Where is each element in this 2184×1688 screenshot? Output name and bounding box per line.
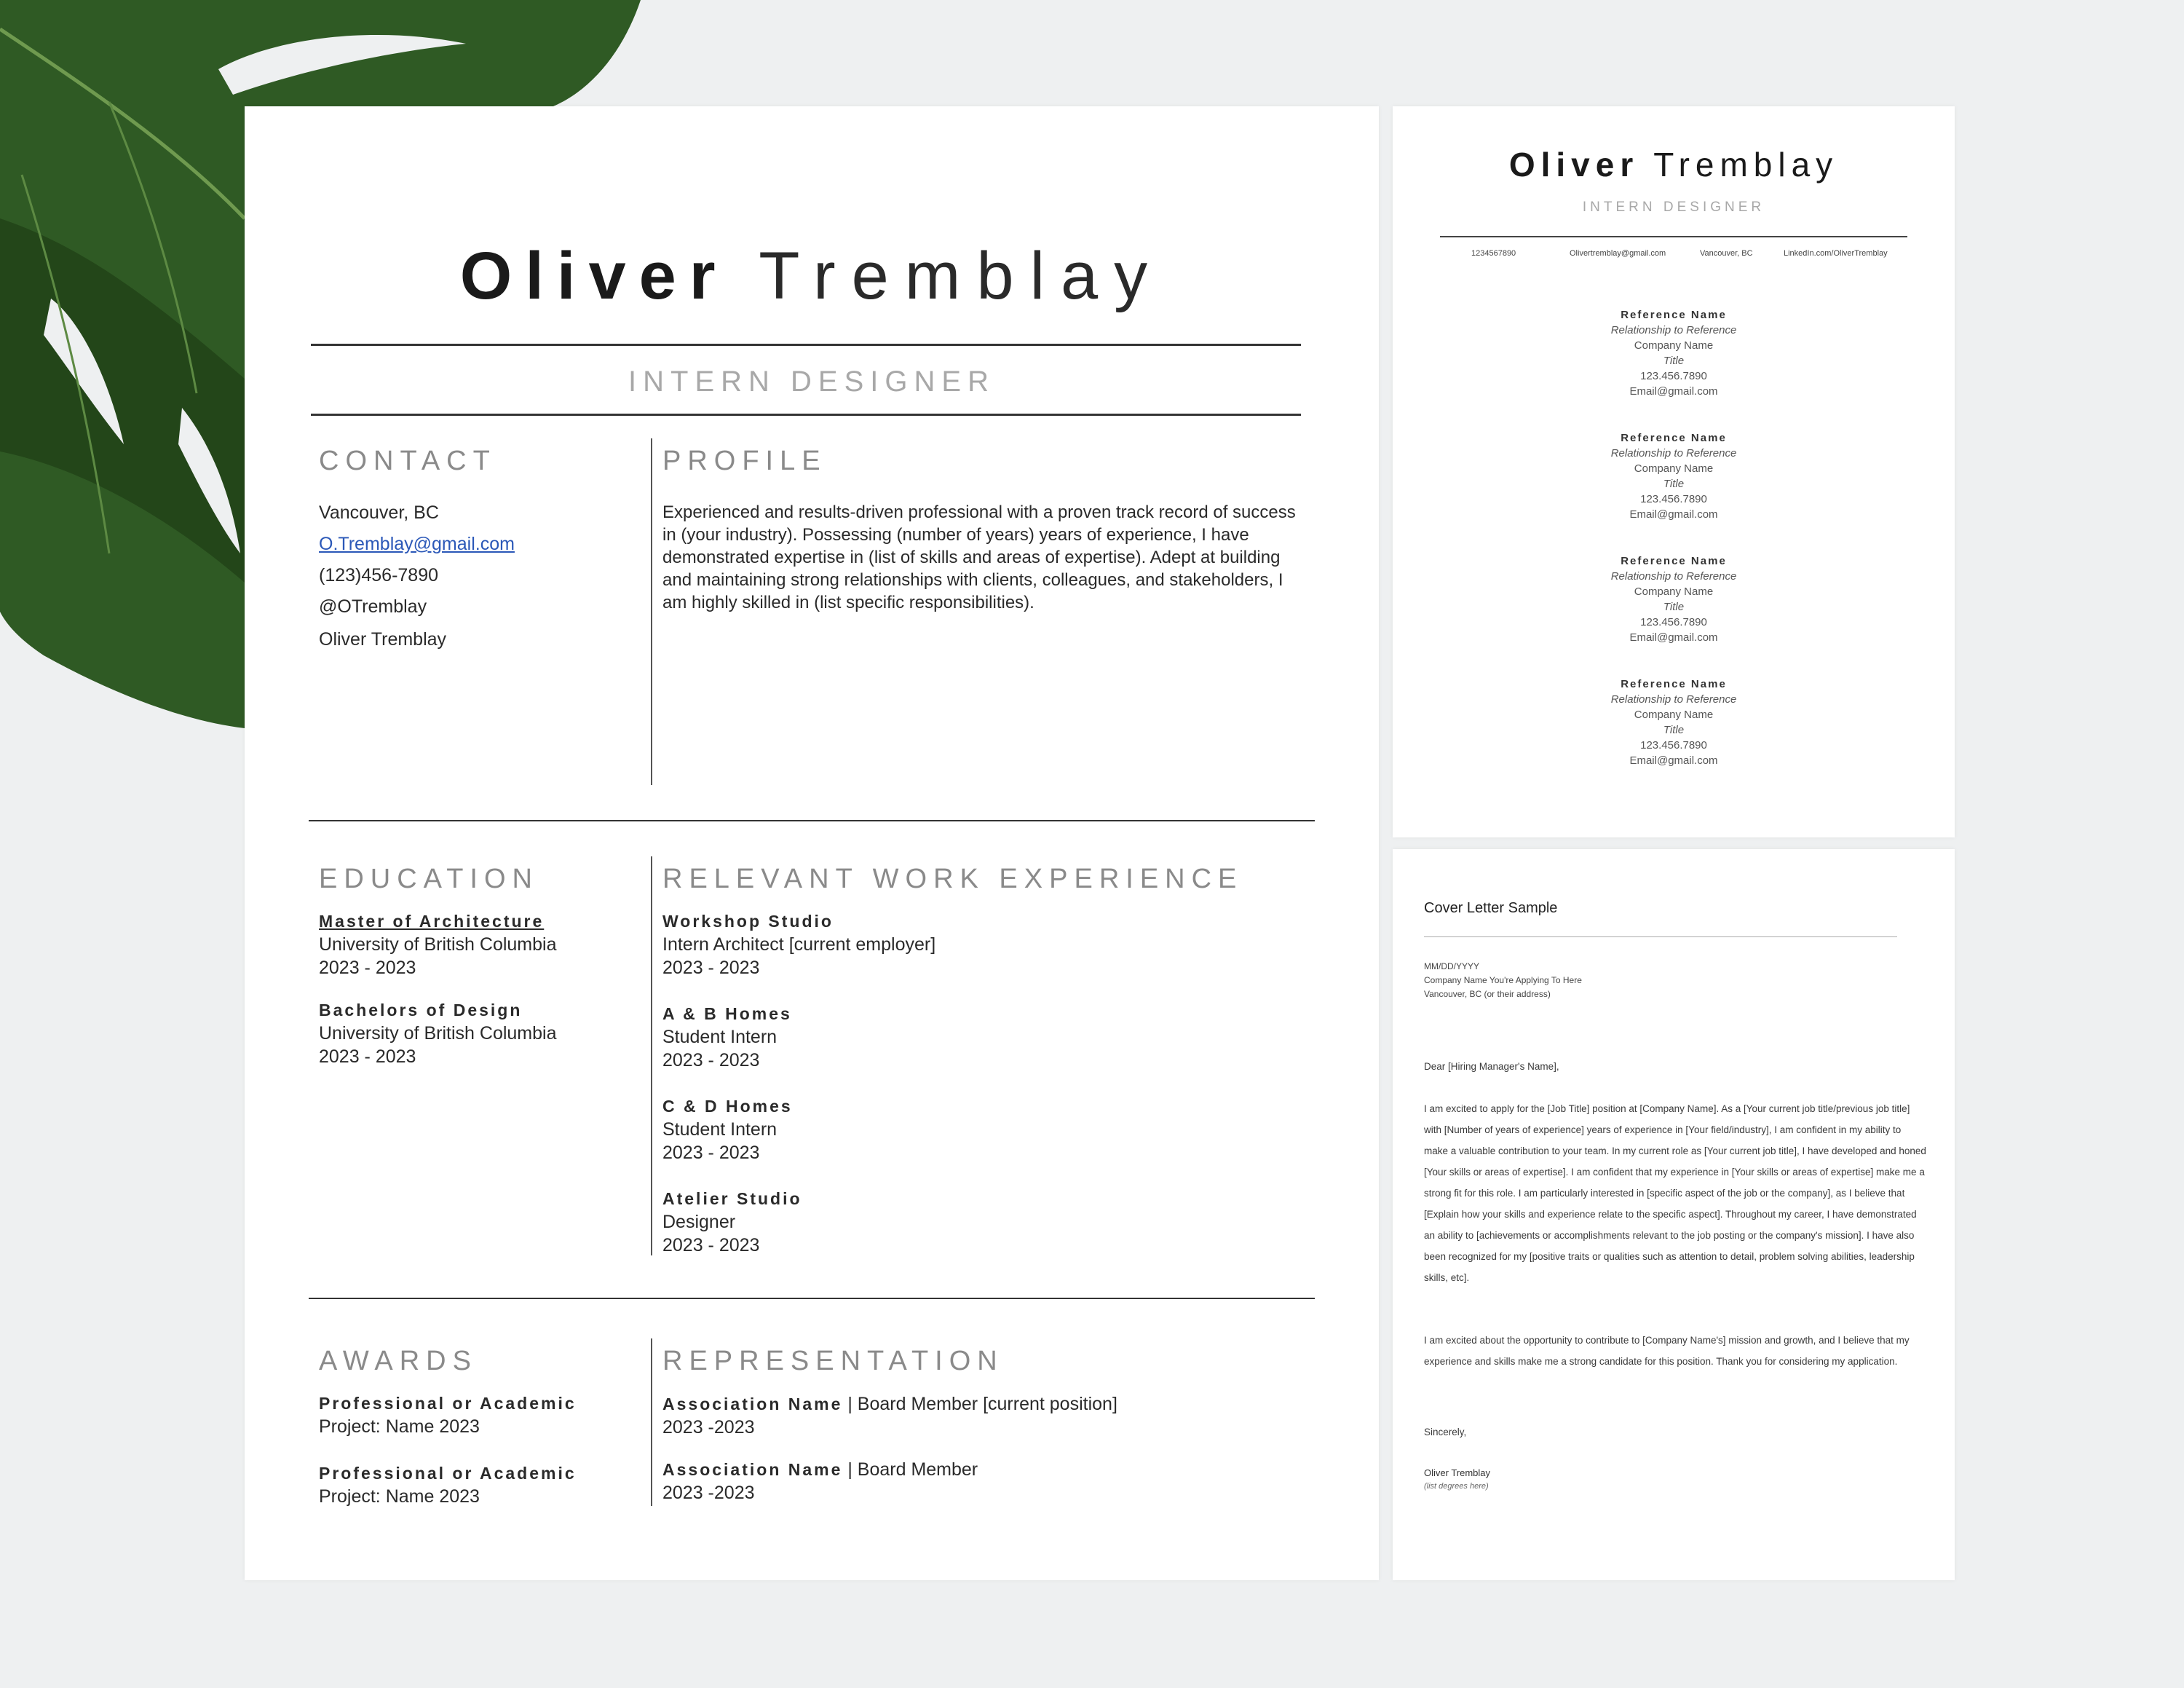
reference-entry — [1393, 677, 1955, 768]
association-name: Association Name — [662, 1460, 843, 1479]
cover-date: MM/DD/YYYY — [1424, 961, 1480, 971]
reference-phone: 123.456.7890 — [1640, 370, 1707, 382]
reference-entry — [1393, 430, 1955, 522]
representation-years: 2023 -2023 — [662, 1483, 755, 1503]
experience-years: 2023 - 2023 — [662, 1050, 760, 1070]
last-name: Tremblay — [759, 239, 1164, 313]
references-divider — [1440, 236, 1907, 237]
award-detail: Project: Name 2023 — [319, 1416, 480, 1437]
section-divider — [309, 1298, 1315, 1299]
reference-phone: 123.456.7890 — [1640, 616, 1707, 628]
company-name: A & B Homes — [662, 1004, 792, 1023]
reference-phone: 123.456.7890 — [1640, 739, 1707, 752]
role-title: Intern Architect [current employer] — [662, 934, 936, 955]
reference-company: Company Name — [1634, 339, 1714, 352]
column-divider — [651, 1338, 652, 1506]
first-name: Oliver — [1508, 146, 1639, 184]
award-title: Professional or Academic — [319, 1394, 577, 1413]
representation-heading: REPRESENTATION — [662, 1346, 1004, 1376]
reference-name: Reference Name — [1621, 309, 1727, 321]
resume-name — [245, 236, 1379, 316]
representation-years: 2023 -2023 — [662, 1417, 755, 1437]
ref-contact-linkedin: LinkedIn.com/OliverTremblay — [1784, 249, 1888, 258]
company-name: Atelier Studio — [662, 1189, 802, 1208]
cover-address-line: Vancouver, BC (or their address) — [1424, 989, 1551, 999]
reference-relationship: Relationship to Reference — [1610, 570, 1737, 583]
role-title: Designer — [662, 1212, 736, 1232]
reference-title: Title — [1663, 724, 1685, 736]
education-item — [319, 999, 557, 1068]
experience-item — [662, 1003, 792, 1072]
contact-handle: @OTremblay — [319, 596, 427, 617]
education-item — [319, 910, 557, 979]
reference-email: Email@gmail.com — [1629, 754, 1718, 767]
reference-name: Reference Name — [1621, 432, 1727, 444]
awards-heading: AWARDS — [319, 1346, 478, 1376]
reference-relationship: Relationship to Reference — [1610, 447, 1737, 460]
representation-item — [662, 1392, 1117, 1439]
cover-company-line: Company Name You're Applying To Here — [1424, 975, 1582, 985]
ref-contact-city: Vancouver, BC — [1700, 249, 1753, 258]
cover-paragraph-1: I am excited to apply for the [Job Title] position at [Company Name]. As a [Your current job title/previous job title] with [Number of years of experience] years of experience in [Your field/industry], I am confident in my ability to make a valuable contribution to your team. In my current role as [Your current job title], I have developed and honed [Your skills or areas of expertise]. I am confident that my experience in [Your skills or areas of expertise] make me a strong fit for this role. I am particularly interested in [specific aspect of the job or the company], as I believe that [Explain how your skills and experience relate to the specific aspect]. Throughout my career, I have demonstrated an ability to [achievements or accomplishments relevant to the job posting or the company's mission]. I have also been recognized for my [positive traits or qualities such as attention to detail, problem solving abilities, leadership skills, etc]. — [1424, 1103, 1926, 1283]
reference-company: Company Name — [1634, 709, 1714, 721]
association-name: Association Name — [662, 1395, 843, 1413]
reference-name: Reference Name — [1621, 678, 1727, 690]
column-divider — [651, 856, 652, 1255]
education-heading: EDUCATION — [319, 864, 539, 894]
education-years: 2023 - 2023 — [319, 1046, 416, 1067]
experience-item — [662, 1095, 793, 1164]
reference-email: Email@gmail.com — [1629, 385, 1718, 398]
cover-signature: Oliver Tremblay — [1424, 1467, 1491, 1478]
cover-closing: Sincerely, — [1424, 1427, 1467, 1437]
reference-name: Reference Name — [1621, 555, 1727, 567]
education-years: 2023 - 2023 — [319, 958, 416, 978]
experience-item — [662, 910, 935, 979]
section-divider — [309, 820, 1315, 821]
reference-relationship: Relationship to Reference — [1610, 324, 1737, 336]
ref-contact-phone: 1234567890 — [1471, 249, 1516, 258]
award-item — [319, 1392, 577, 1438]
role-title: Student Intern — [662, 1119, 778, 1140]
experience-years: 2023 - 2023 — [662, 958, 760, 978]
degree-title: Bachelors of Design — [319, 1001, 523, 1019]
job-title: INTERN DESIGNER — [628, 366, 995, 398]
award-title: Professional or Academic — [319, 1464, 577, 1483]
contact-city: Vancouver, BC — [319, 502, 439, 523]
cover-greeting: Dear [Hiring Manager's Name], — [1424, 1061, 1559, 1072]
profile-text: Experienced and results-driven professional with a proven track record of success in (your industry). Possessing (number of years) years of experience, I have demonstrated expertise in (list of skills and areas of expertise). Adept at building and maintaining strong relationships with clients, colleagues, and stakeholders, I am highly skilled in (list specific responsibilities). — [662, 502, 1296, 612]
reference-phone: 123.456.7890 — [1640, 493, 1707, 505]
contact-linkedin: Oliver Tremblay — [319, 629, 447, 650]
award-item — [319, 1462, 577, 1508]
reference-title: Title — [1663, 478, 1685, 490]
title-divider — [311, 414, 1301, 416]
last-name: Tremblay — [1653, 146, 1839, 184]
degree-title: Master of Architecture — [319, 912, 545, 931]
experience-years: 2023 - 2023 — [662, 1235, 760, 1255]
role-title: Student Intern — [662, 1027, 778, 1047]
references-job-title: INTERN DESIGNER — [1582, 200, 1765, 215]
reference-email: Email@gmail.com — [1629, 508, 1718, 521]
cover-paragraph-2: I am excited about the opportunity to contribute to [Company Name's] mission and growth, and I believe that my experience and skills make me a strong candidate for this position. Thank you for considering my application. — [1424, 1335, 1910, 1367]
resume-page — [245, 106, 1379, 1580]
reference-email: Email@gmail.com — [1629, 631, 1718, 644]
board-role: | Board Member — [842, 1459, 978, 1480]
cover-letter-page — [1393, 849, 1955, 1580]
representation-item — [662, 1458, 978, 1504]
reference-title: Title — [1663, 601, 1685, 613]
references-name — [1393, 144, 1955, 185]
ref-contact-email: Olivertremblay@gmail.com — [1570, 249, 1666, 258]
school-name: University of British Columbia — [319, 934, 557, 955]
reference-entry — [1393, 553, 1955, 645]
cover-signature-note: (list degrees here) — [1424, 1482, 1489, 1491]
experience-heading: RELEVANT WORK EXPERIENCE — [662, 864, 1243, 894]
award-detail: Project: Name 2023 — [319, 1486, 480, 1507]
first-name: Oliver — [459, 239, 729, 313]
representation-line — [662, 1458, 978, 1481]
cover-letter-heading: Cover Letter Sample — [1424, 900, 1558, 916]
school-name: University of British Columbia — [319, 1023, 557, 1044]
contact-phone: (123)456-7890 — [319, 565, 439, 585]
board-role: | Board Member [current position] — [842, 1394, 1117, 1414]
reference-title: Title — [1663, 355, 1685, 367]
contact-email-link[interactable]: O.Tremblay@gmail.com — [319, 534, 515, 554]
company-name: C & D Homes — [662, 1097, 793, 1116]
representation-line — [662, 1392, 1117, 1416]
profile-heading: PROFILE — [662, 446, 827, 476]
cover-letter-divider — [1424, 936, 1897, 937]
company-name: Workshop Studio — [662, 912, 834, 931]
experience-item — [662, 1188, 802, 1257]
reference-entry — [1393, 307, 1955, 399]
references-page — [1393, 106, 1955, 837]
reference-relationship: Relationship to Reference — [1610, 693, 1737, 706]
reference-company: Company Name — [1634, 462, 1714, 475]
experience-years: 2023 - 2023 — [662, 1143, 760, 1163]
contact-heading: CONTACT — [319, 446, 496, 476]
reference-company: Company Name — [1634, 585, 1714, 598]
name-divider — [311, 344, 1301, 346]
column-divider — [651, 438, 652, 785]
